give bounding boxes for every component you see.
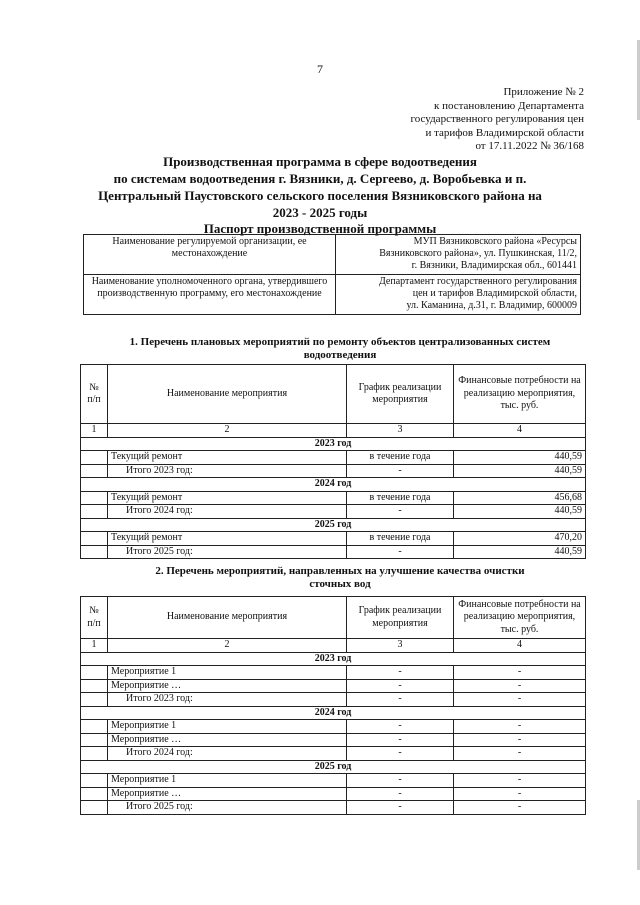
- appendix-line: к постановлению Департамента: [433, 99, 584, 112]
- passport-org-value: [336, 235, 581, 275]
- item-schedule: -: [347, 666, 454, 680]
- year-header: 2024 год: [81, 706, 586, 720]
- header-name: Наименование мероприятия: [108, 365, 347, 424]
- title-line: по системам водоотведения г. Вязники, д. Сергеево, д. Воробьевка и п.: [113, 171, 527, 186]
- section2-title-line: 2. Перечень мероприятий, направленных на улучшение качества очистки: [155, 565, 525, 577]
- table-cell: [81, 801, 108, 815]
- item-amount: -: [454, 733, 586, 747]
- total-amount: 440,59: [454, 464, 586, 478]
- total-amount: 440,59: [454, 545, 586, 559]
- passport-authority-value: [336, 275, 581, 315]
- year-header: 2024 год: [81, 478, 586, 492]
- table-cell: [81, 666, 108, 680]
- total-schedule: -: [347, 464, 454, 478]
- header-finance: Финансовые потребности на реализацию мероприятия, тыс. руб.: [454, 597, 586, 639]
- item-amount: 440,59: [454, 451, 586, 465]
- item-amount: -: [454, 666, 586, 680]
- index-cell: 3: [347, 639, 454, 653]
- year-header: 2023 год: [81, 437, 586, 451]
- total-schedule: -: [347, 747, 454, 761]
- appendix-line: государственного регулирования цен: [410, 113, 584, 125]
- section2-title-line: сточных вод: [309, 578, 371, 590]
- table-cell: [81, 545, 108, 559]
- total-amount: -: [454, 801, 586, 815]
- item-schedule: -: [347, 733, 454, 747]
- passport-org-label: Наименование регулируемой организации, ее местонахождение: [84, 235, 336, 275]
- item-schedule: -: [347, 720, 454, 734]
- table-cell: [81, 774, 108, 788]
- table-cell: [81, 787, 108, 801]
- passport-authority-value-line: Департамент государственного регулирования: [378, 276, 577, 287]
- index-cell: 3: [347, 424, 454, 438]
- section2-table: [80, 596, 586, 815]
- total-schedule: -: [347, 545, 454, 559]
- total-label: Итого 2023 год:: [108, 464, 347, 478]
- total-schedule: -: [347, 505, 454, 519]
- item-name: Мероприятие …: [108, 733, 347, 747]
- header-number: № п/п: [81, 597, 108, 639]
- appendix-line: от 17.11.2022 № 36/168: [475, 140, 584, 152]
- section1-title-line: 1. Перечень плановых мероприятий по ремонту объектов централизованных систем: [129, 336, 551, 348]
- header-number: № п/п: [81, 365, 108, 424]
- appendix-line: Приложение № 2: [503, 86, 584, 98]
- header-schedule: График реализации мероприятия: [347, 597, 454, 639]
- item-amount: 456,68: [454, 491, 586, 505]
- item-amount: 470,20: [454, 532, 586, 546]
- header-name: Наименование мероприятия: [108, 597, 347, 639]
- item-name: Мероприятие 1: [108, 666, 347, 680]
- table-cell: [81, 491, 108, 505]
- index-cell: 1: [81, 639, 108, 653]
- table-cell: [81, 679, 108, 693]
- page-number: 7: [317, 62, 323, 76]
- table-cell: [81, 451, 108, 465]
- document-title: [60, 153, 580, 221]
- header-schedule: График реализации мероприятия: [347, 365, 454, 424]
- item-name: Мероприятие 1: [108, 720, 347, 734]
- section1-title-line: водоотведения: [303, 349, 377, 361]
- total-amount: -: [454, 747, 586, 761]
- appendix-line: и тарифов Владимирской области: [425, 126, 584, 139]
- total-label: Итого 2024 год:: [108, 747, 347, 761]
- item-schedule: -: [347, 774, 454, 788]
- item-schedule: -: [347, 679, 454, 693]
- index-cell: 4: [454, 639, 586, 653]
- passport-org-value-line: МУП Вязниковского района «Ресурсы: [413, 236, 577, 247]
- total-label: Итого 2025 год:: [108, 801, 347, 815]
- total-label: Итого 2025 год:: [108, 545, 347, 559]
- index-cell: 2: [108, 424, 347, 438]
- index-cell: 2: [108, 639, 347, 653]
- item-amount: -: [454, 720, 586, 734]
- table-cell: [81, 733, 108, 747]
- item-name: Текущий ремонт: [108, 491, 347, 505]
- item-schedule: в течение года: [347, 491, 454, 505]
- passport-authority-value-line: цен и тарифов Владимирской области,: [412, 288, 577, 299]
- passport-table: [83, 234, 581, 315]
- year-header: 2025 год: [81, 760, 586, 774]
- table-cell: [81, 747, 108, 761]
- section1-title: [80, 336, 600, 362]
- appendix-block: [364, 86, 584, 154]
- item-name: Текущий ремонт: [108, 532, 347, 546]
- section2-title: [80, 565, 600, 591]
- total-label: Итого 2024 год:: [108, 505, 347, 519]
- item-name: Текущий ремонт: [108, 451, 347, 465]
- passport-org-value-line: Вязниковского района», ул. Пушкинская, 11/2,: [379, 248, 577, 259]
- year-header: 2025 год: [81, 518, 586, 532]
- item-name: Мероприятие 1: [108, 774, 347, 788]
- index-cell: 4: [454, 424, 586, 438]
- item-name: Мероприятие …: [108, 679, 347, 693]
- item-amount: -: [454, 679, 586, 693]
- section1-table: [80, 364, 586, 559]
- passport-title: Паспорт производственной программы: [203, 221, 437, 236]
- table-cell: [81, 532, 108, 546]
- total-label: Итого 2023 год:: [108, 693, 347, 707]
- index-cell: 1: [81, 424, 108, 438]
- item-schedule: в течение года: [347, 532, 454, 546]
- title-line: Производственная программа в сфере водоотведения: [163, 154, 477, 169]
- passport-authority-value-line: ул. Каманина, д.31, г. Владимир, 600009: [406, 300, 577, 311]
- total-amount: -: [454, 693, 586, 707]
- total-schedule: -: [347, 693, 454, 707]
- table-cell: [81, 464, 108, 478]
- title-line: Центральный Паустовского сельского поселения Вязниковского района на: [98, 188, 542, 203]
- item-amount: -: [454, 774, 586, 788]
- table-cell: [81, 720, 108, 734]
- header-finance: Финансовые потребности на реализацию мероприятия, тыс. руб.: [454, 365, 586, 424]
- total-amount: 440,59: [454, 505, 586, 519]
- passport-org-value-line: г. Вязники, Владимирская обл., 601441: [411, 260, 577, 271]
- item-schedule: -: [347, 787, 454, 801]
- total-schedule: -: [347, 801, 454, 815]
- title-line: 2023 - 2025 годы: [272, 205, 368, 220]
- year-header: 2023 год: [81, 652, 586, 666]
- item-name: Мероприятие …: [108, 787, 347, 801]
- table-cell: [81, 505, 108, 519]
- table-cell: [81, 693, 108, 707]
- item-amount: -: [454, 787, 586, 801]
- passport-authority-label: Наименование уполномоченного органа, утвердившего производственную программу, его местонахождение: [84, 275, 336, 315]
- item-schedule: в течение года: [347, 451, 454, 465]
